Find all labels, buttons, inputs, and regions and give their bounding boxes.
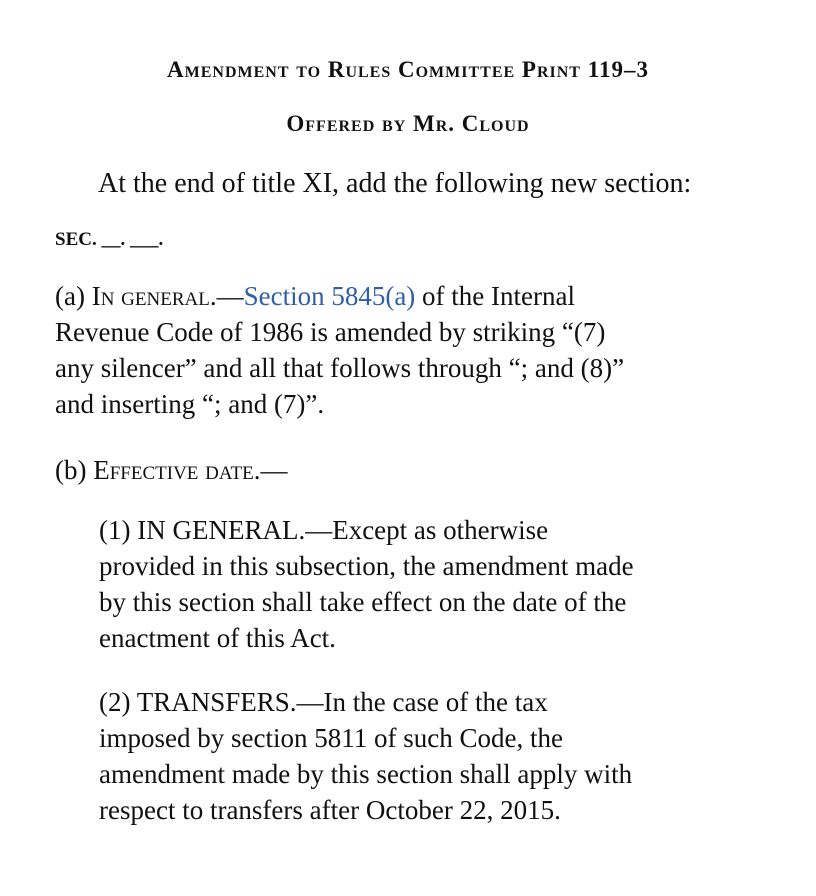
paragraph-1-line: by this section shall take effect on the date of the [99, 587, 627, 617]
paragraph-2-line: amendment made by this section shall apply with [99, 759, 633, 789]
subsection-a [55, 278, 624, 422]
subsection-b [55, 452, 287, 488]
document-title: Amendment to Rules Committee Print 119–3 [167, 57, 649, 82]
subsection-a-prefix: (a) [55, 281, 92, 311]
subsection-a-line-2: Revenue Code of 1986 is amended by striking “(7) [55, 317, 606, 347]
paragraph-1-line: (1) IN GENERAL.—Except as otherwise [99, 515, 549, 545]
paragraph-2-line: respect to transfers after October 22, 2015. [99, 795, 561, 825]
intro-instruction: At the end of title XI, add the following new section: [98, 168, 692, 199]
subsection-b-heading: Effective date.— [93, 455, 288, 485]
subsection-a-line-1-rest: of the Internal [415, 281, 575, 311]
subsection-a-heading: In general.— [91, 281, 244, 311]
paragraph-2-line: (2) TRANSFERS.—In the case of the tax [99, 687, 548, 717]
section-label: SEC. __. ___. [55, 229, 164, 250]
paragraph-1 [99, 512, 634, 656]
paragraph-1-line: enactment of this Act. [99, 623, 336, 653]
subsection-a-line-1 [55, 278, 624, 314]
paragraph-1-line: provided in this subsection, the amendment made [99, 551, 634, 581]
offered-by-line: Offered by Mr. Cloud [286, 111, 530, 136]
paragraph-2-line: imposed by section 5811 of such Code, the [99, 723, 563, 753]
subsection-a-line-3: any silencer” and all that follows through “; and (8)” [55, 353, 625, 383]
paragraph-2 [99, 684, 632, 828]
subsection-b-prefix: (b) [55, 455, 94, 485]
subsection-b-line [55, 452, 287, 488]
subsection-a-line-4: and inserting “; and (7)”. [55, 389, 325, 419]
section-5845a-link[interactable]: Section 5845(a) [243, 281, 416, 311]
